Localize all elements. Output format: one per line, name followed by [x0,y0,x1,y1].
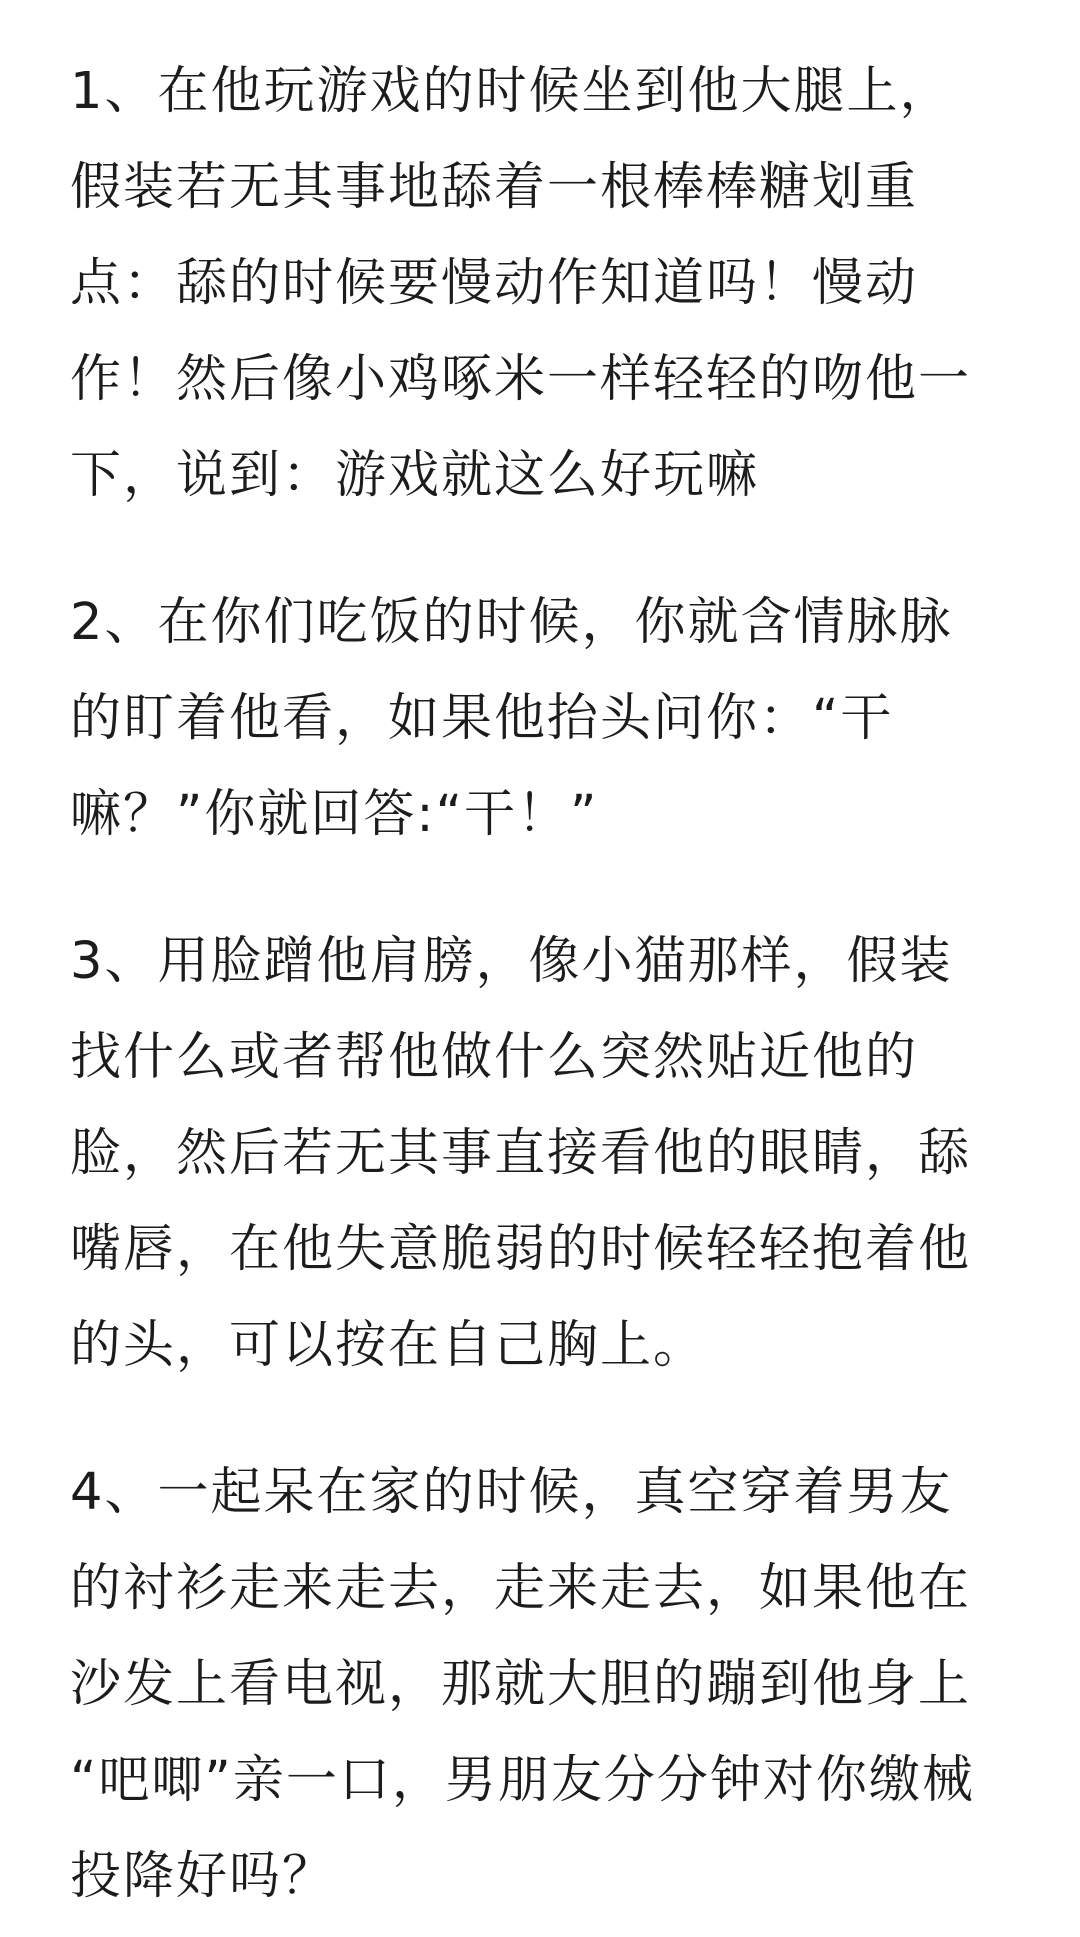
paragraph-4: 4、一起呆在家的时候，真空穿着男友 的衬衫走来走去，走来走去，如果他在 沙发上看电视，那就大胆的蹦到他身上 “吧唧”亲一口，男朋友分分钟对你缴械 投降好吗？ [70,1463,975,1906]
paragraph-1: 1、在他玩游戏的时候坐到他大腿上， 假装若无其事地舔着一根棒棒糖划重 点：舔的时候要慢动作知道吗！慢动 作！然后像小鸡啄米一样轻轻的吻他一 下，说到：游戏就这么好玩嘛 [70,62,972,505]
paragraph-3: 3、用脸蹭他肩膀，像小猫那样，假装 找什么或者帮他做什么突然贴近他的 脸，然后若无其事直接看他的眼睛，舔 嘴唇，在他失意脆弱的时候轻轻抱着他 的头，可以按在自己胸上。 [70,932,972,1375]
paragraph-2: 2、在你们吃饭的时候，你就含情脉脉 的盯着他看，如果他抬头问你：“干 嘛？”你就回答:“干！” [70,593,953,844]
